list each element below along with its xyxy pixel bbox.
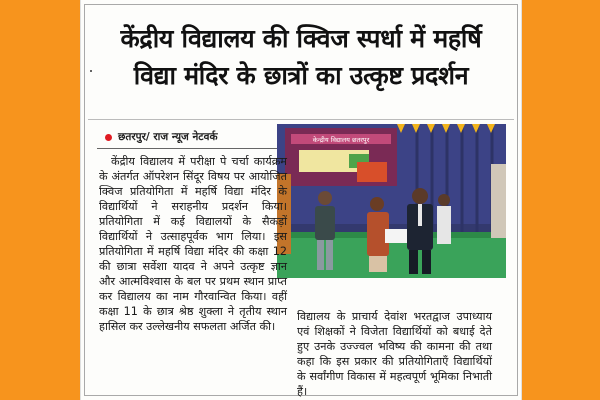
headline-divider xyxy=(88,119,514,120)
photo-illustration xyxy=(277,124,506,278)
dateline-divider xyxy=(97,148,277,149)
news-photo xyxy=(277,124,506,278)
banner-text: केन्द्रीय विद्यालय छतरपुर xyxy=(312,136,370,144)
headline-line-2: विद्या मंदिर के छात्रों का उत्कृष्ट प्रदर्शन xyxy=(133,61,469,90)
article-body-right-column: विद्यालय के प्राचार्य देवांश भरतद्वाज उपाध्याय एवं शिक्षकों ने विजेता विद्यार्थियों को बधाई देते हुए उनके उज्ज्वल भविष्य की कामना की तथा कहा कि इस प्रकार की प्रतियोगिताएँ विद्यार्थियों के सर्वांगीण विकास में महत्वपूर्ण भूमिका निभाती हैं। xyxy=(297,310,492,398)
newspaper-clipping xyxy=(80,0,522,400)
headline xyxy=(85,20,517,94)
bullet-icon xyxy=(105,134,112,141)
article-body-left-column: केंद्रीय विद्यालय में परीक्षा पे चर्चा कार्यक्रम के अंतर्गत ऑपरेशन सिंदूर विषय पर आयोजित क्विज प्रतियोगिता में महर्षि विद्या मंदिर के विद्यार्थियों ने सराहनीय प्रदर्शन किया। प्रतियोगिता में कई विद्यालयों के सैकड़ों विद्यार्थियों ने उत्साहपूर्वक भाग लिया। इस प्रतियोगिता में महर्षि विद्या मंदिर की कक्षा 12 की छात्रा सर्वेशा यादव ने अपने उत्कृष्ट ज्ञान और आत्मविश्वास के बल पर प्रथम स्थान प्राप्त कर विद्यालय का नाम गौरवान्वित किया। वहीं कक्षा 11 के छात्र श्रेष्ठ शुक्ला ने तृतीय स्थान हासिल कर उल्लेखनीय सफलता अर्जित की। xyxy=(99,155,287,333)
print-speck xyxy=(90,70,92,72)
headline-line-1: केंद्रीय विद्यालय की क्विज स्पर्धा में महर्षि xyxy=(120,24,482,53)
dateline-text: छतरपुर/ राज न्यूज नेटवर्क xyxy=(118,131,218,143)
dateline xyxy=(105,130,218,144)
